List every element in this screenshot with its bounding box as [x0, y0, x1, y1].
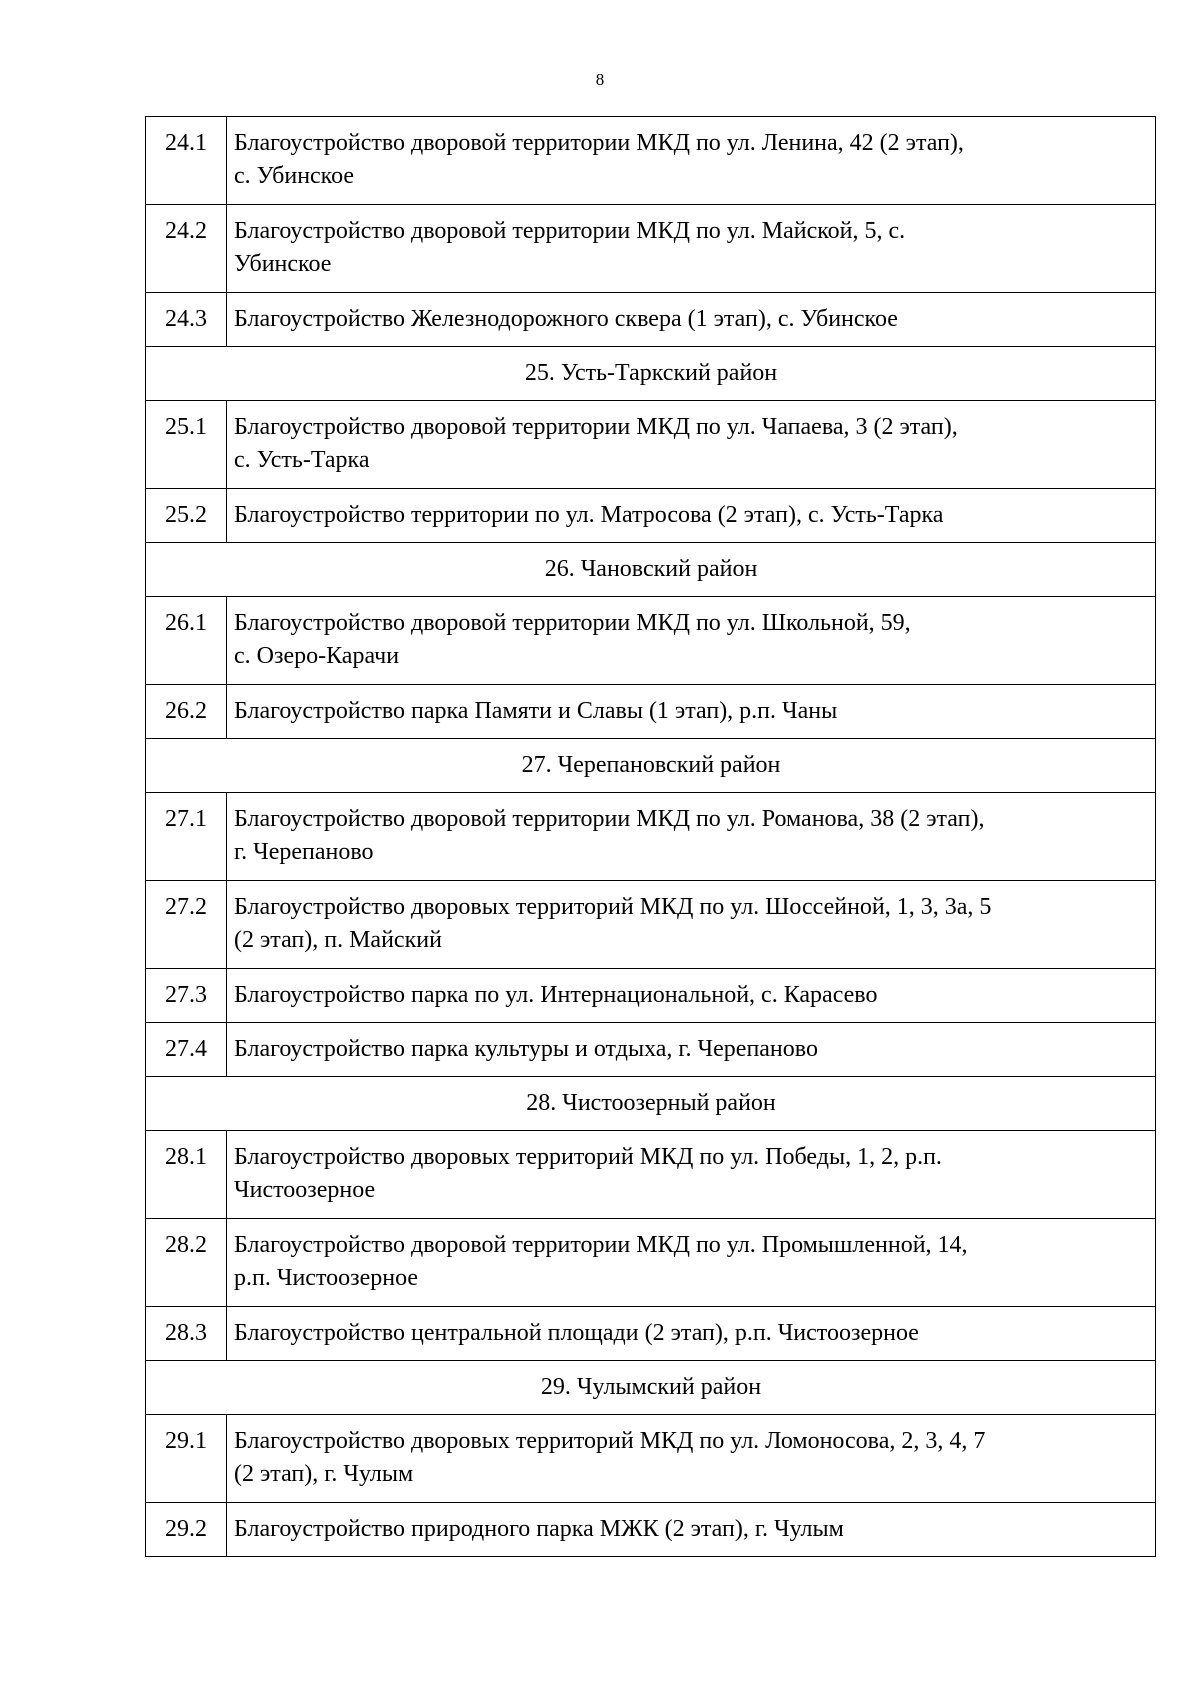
district-header-row — [146, 347, 1156, 401]
item-description — [227, 293, 1156, 347]
table-row — [146, 1503, 1156, 1557]
item-description-line: Благоустройство дворовой территории МКД по ул. Ленина, 42 (2 этап), — [234, 130, 964, 156]
table-row — [146, 881, 1156, 969]
item-description — [227, 685, 1156, 739]
table-row — [146, 1023, 1156, 1077]
item-description-line: Благоустройство парка культуры и отдыха, г. Черепаново — [234, 1036, 818, 1062]
item-number: 24.3 — [146, 293, 227, 347]
item-description-line: Благоустройство дворовой территории МКД по ул. Майской, 5, с. — [234, 218, 906, 244]
table-row — [146, 489, 1156, 543]
district-name: 25. Усть-Таркский район — [146, 347, 1156, 401]
item-description-line: Благоустройство парка по ул. Интернациональной, с. Карасево — [234, 982, 878, 1008]
district-header-row — [146, 1361, 1156, 1415]
item-description — [227, 597, 1156, 685]
item-description-line: с. Усть-Тарка — [234, 447, 370, 473]
item-description — [227, 1415, 1156, 1503]
district-header-row — [146, 739, 1156, 793]
table-row — [146, 401, 1156, 489]
item-description-line: Благоустройство дворовой территории МКД по ул. Промышленной, 14, — [234, 1232, 968, 1258]
table-row — [146, 969, 1156, 1023]
page-number: 8 — [595, 70, 605, 89]
item-description — [227, 1307, 1156, 1361]
item-description-line: Благоустройство дворовой территории МКД по ул. Романова, 38 (2 этап), — [234, 806, 985, 832]
item-description-line: г. Черепаново — [234, 839, 374, 865]
table-row — [146, 1415, 1156, 1503]
item-description — [227, 793, 1156, 881]
item-description — [227, 1131, 1156, 1219]
item-number: 27.4 — [146, 1023, 227, 1077]
item-description-line: Благоустройство центральной площади (2 этап), р.п. Чистоозерное — [234, 1320, 919, 1346]
item-description — [227, 401, 1156, 489]
district-header-row — [146, 543, 1156, 597]
item-description-line: (2 этап), г. Чулым — [234, 1461, 414, 1487]
table-row — [146, 1219, 1156, 1307]
district-name: 28. Чистоозерный район — [146, 1077, 1156, 1131]
projects-table-body — [146, 117, 1156, 1557]
item-number: 24.2 — [146, 205, 227, 293]
item-number: 25.2 — [146, 489, 227, 543]
table-row — [146, 205, 1156, 293]
table-row — [146, 293, 1156, 347]
table-row — [146, 1307, 1156, 1361]
table-row — [146, 117, 1156, 205]
item-description — [227, 489, 1156, 543]
item-description-line: с. Убинское — [234, 163, 355, 189]
item-description — [227, 969, 1156, 1023]
item-description — [227, 1503, 1156, 1557]
item-number: 24.1 — [146, 117, 227, 205]
item-number: 29.1 — [146, 1415, 227, 1503]
table-row — [146, 597, 1156, 685]
table-row — [146, 685, 1156, 739]
item-description-line: Убинское — [234, 251, 332, 277]
item-description-line: Благоустройство дворовых территорий МКД по ул. Победы, 1, 2, р.п. — [234, 1144, 942, 1170]
item-number: 28.1 — [146, 1131, 227, 1219]
item-description-line: Благоустройство Железнодорожного сквера (1 этап), с. Убинское — [234, 306, 898, 332]
item-description-line: р.п. Чистоозерное — [234, 1265, 419, 1291]
table-row — [146, 793, 1156, 881]
item-description-line: Благоустройство дворовой территории МКД по ул. Школьной, 59, — [234, 610, 911, 636]
projects-table — [145, 116, 1156, 1557]
item-number: 27.3 — [146, 969, 227, 1023]
item-number: 28.2 — [146, 1219, 227, 1307]
item-description-line: Благоустройство территории по ул. Матросова (2 этап), с. Усть-Тарка — [234, 502, 944, 528]
item-number: 26.2 — [146, 685, 227, 739]
item-number: 29.2 — [146, 1503, 227, 1557]
district-name: 26. Чановский район — [146, 543, 1156, 597]
item-number: 26.1 — [146, 597, 227, 685]
item-number: 28.3 — [146, 1307, 227, 1361]
district-name: 29. Чулымский район — [146, 1361, 1156, 1415]
table-row — [146, 1131, 1156, 1219]
item-description — [227, 117, 1156, 205]
item-description-line: (2 этап), п. Майский — [234, 927, 442, 953]
district-header-row — [146, 1077, 1156, 1131]
item-description — [227, 1023, 1156, 1077]
item-description-line: Благоустройство природного парка МЖК (2 этап), г. Чулым — [234, 1516, 844, 1542]
item-number: 27.1 — [146, 793, 227, 881]
item-description-line: Чистоозерное — [234, 1177, 376, 1203]
item-description — [227, 205, 1156, 293]
item-description-line: Благоустройство парка Памяти и Славы (1 этап), р.п. Чаны — [234, 698, 838, 724]
item-description-line: Благоустройство дворовых территорий МКД по ул. Ломоносова, 2, 3, 4, 7 — [234, 1428, 986, 1454]
item-number: 27.2 — [146, 881, 227, 969]
district-name: 27. Черепановский район — [146, 739, 1156, 793]
item-description-line: Благоустройство дворовых территорий МКД по ул. Шоссейной, 1, 3, 3а, 5 — [234, 894, 992, 920]
item-description — [227, 1219, 1156, 1307]
item-description — [227, 881, 1156, 969]
item-description-line: с. Озеро-Карачи — [234, 643, 400, 669]
item-number: 25.1 — [146, 401, 227, 489]
item-description-line: Благоустройство дворовой территории МКД по ул. Чапаева, 3 (2 этап), — [234, 414, 958, 440]
